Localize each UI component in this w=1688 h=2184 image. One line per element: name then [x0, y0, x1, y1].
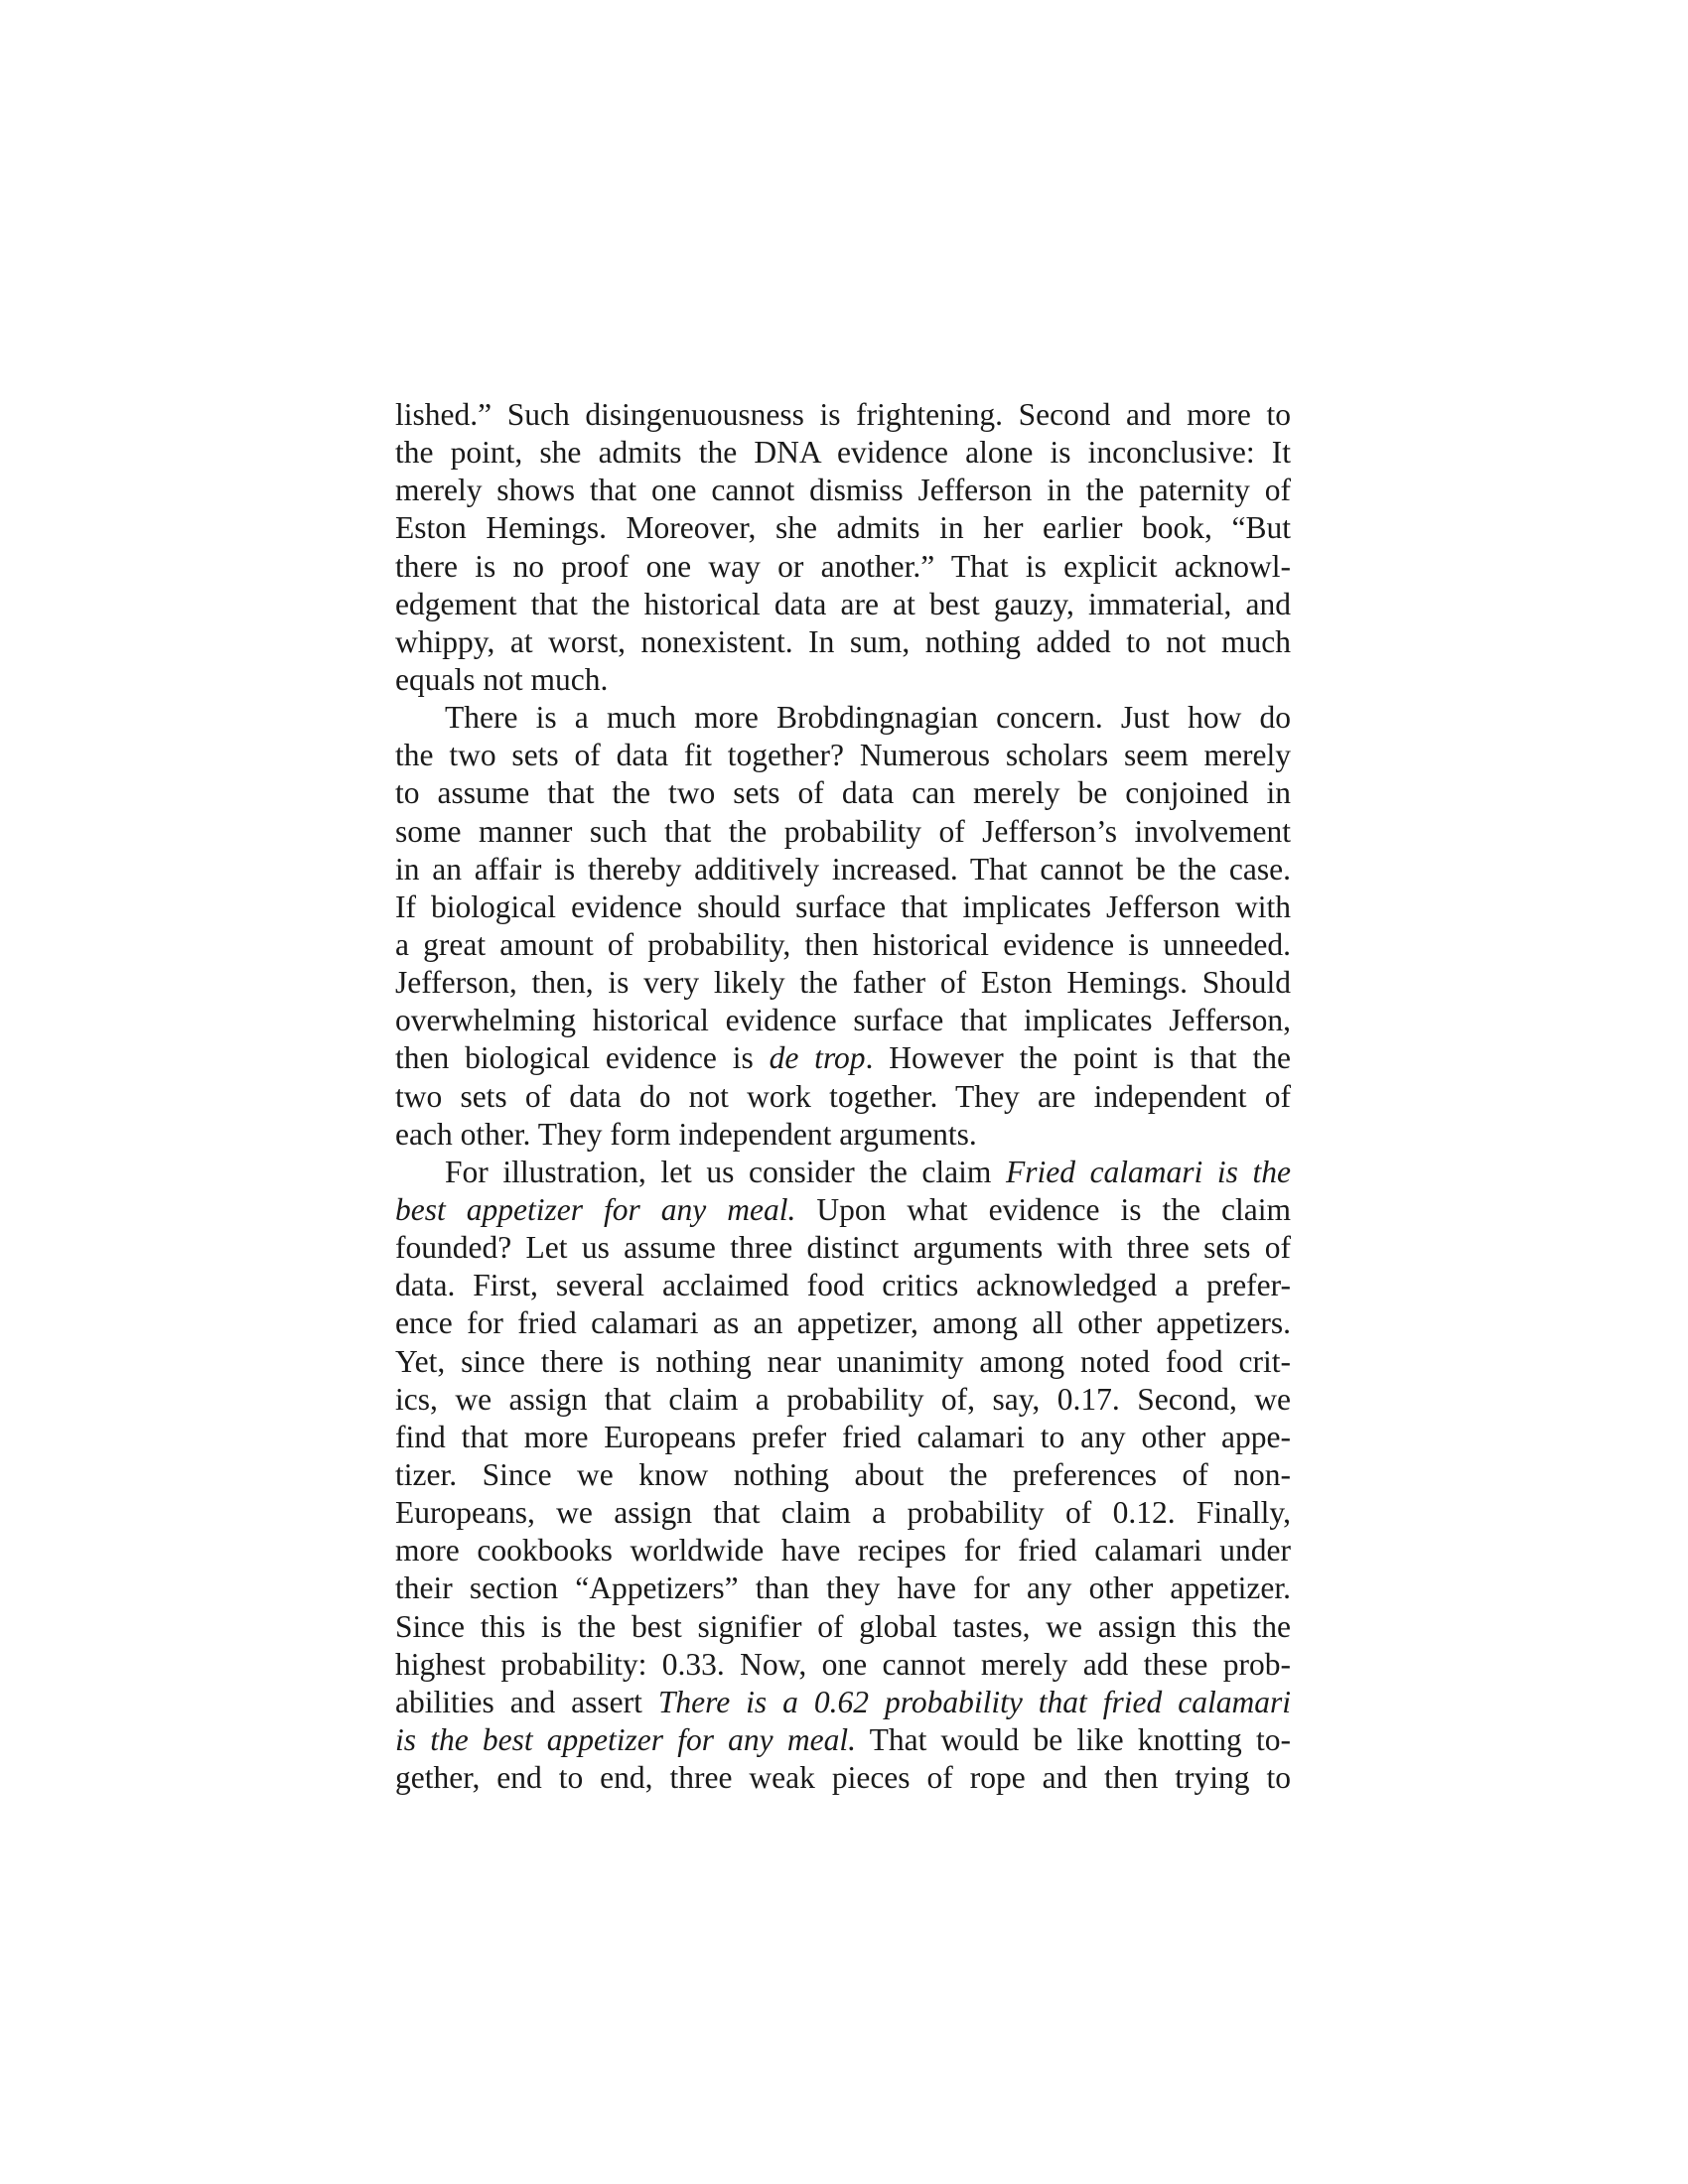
text-line [395, 1684, 1291, 1721]
text-run: Jefferson, then, is very likely the father of Eston Hemings. Should [395, 965, 1291, 1001]
text-run: Europeans, we assign that claim a probability of 0.12. Finally, [395, 1495, 1291, 1531]
text-run: more cookbooks worldwide have recipes for fried calamari under [395, 1533, 1291, 1569]
text-line [395, 472, 1291, 509]
text-run: lished.” Such disingenuousness is frightening. Second and more to [395, 397, 1291, 432]
text-line [395, 737, 1291, 774]
text-run: the two sets of data fit together? Numerous scholars seem merely [395, 738, 1291, 773]
text-run: . However the point is that the [865, 1040, 1291, 1076]
text-run: merely shows that one cannot dismiss Jefferson in the paternity of [395, 473, 1291, 508]
text-run: Eston Hemings. Moreover, she admits in her earlier book, “But [395, 510, 1291, 546]
text-line [395, 1267, 1291, 1304]
text-run: overwhelming historical evidence surface that implicates Jefferson, [395, 1003, 1291, 1038]
text-run: ics, we assign that claim a probability of, say, 0.17. Second, we [395, 1381, 1291, 1417]
text-line [395, 926, 1291, 964]
text-run: Since this is the best signifier of global tastes, we assign this the [395, 1608, 1291, 1644]
text-run: a great amount of probability, then historical evidence is unneeded. [395, 926, 1291, 962]
text-line [395, 661, 1291, 699]
text-line [395, 509, 1291, 547]
text-line [395, 586, 1291, 623]
italic-text: best appetizer for any meal. [395, 1191, 796, 1227]
text-line [395, 1532, 1291, 1570]
text-run: ence for fried calamari as an appetizer, among all other appetizers. [395, 1305, 1291, 1341]
italic-text: Fried calamari is the [1005, 1154, 1292, 1189]
text-line [395, 396, 1291, 434]
text-line [395, 1002, 1291, 1039]
text-run: For illustration, let us consider the claim [445, 1154, 1006, 1189]
text-line [395, 1191, 1291, 1229]
text-line [395, 699, 1291, 737]
text-run: each other. They form independent arguments. [395, 1116, 977, 1152]
text-run: founded? Let us assume three distinct arguments with three sets of [395, 1230, 1291, 1266]
text-run: their section “Appetizers” than they have for any other appetizer. [395, 1570, 1291, 1606]
text-run: equals not much. [395, 661, 609, 697]
italic-text: is the best appetizer for any meal. [395, 1721, 856, 1757]
italic-text: de trop [769, 1040, 866, 1076]
text-run: in an affair is thereby additively increased. That cannot be the case. [395, 851, 1291, 887]
text-line [395, 1759, 1291, 1797]
text-line [395, 1381, 1291, 1419]
text-line [395, 1304, 1291, 1342]
text-line [395, 1078, 1291, 1116]
text-line [395, 1039, 1291, 1077]
text-run: gether, end to end, three weak pieces of rope and then trying to [395, 1760, 1291, 1796]
text-run: whippy, at worst, nonexistent. In sum, nothing added to not much [395, 623, 1291, 659]
text-line [395, 1646, 1291, 1684]
text-run: find that more Europeans prefer fried calamari to any other appe- [395, 1419, 1291, 1454]
text-line [395, 1570, 1291, 1607]
text-run: If biological evidence should surface that implicates Jefferson with [395, 888, 1291, 924]
text-line [395, 964, 1291, 1002]
text-line [395, 548, 1291, 586]
text-run: That would be like knotting to- [855, 1721, 1291, 1757]
text-run: some manner such that the probability of Jefferson’s involvement [395, 813, 1291, 849]
text-run: two sets of data do not work together. They are independent of [395, 1078, 1291, 1114]
text-line [395, 1419, 1291, 1456]
text-run: the point, she admits the DNA evidence alone is inconclusive: It [395, 435, 1291, 471]
text-line [395, 1608, 1291, 1646]
text-run: tizer. Since we know nothing about the preferences of non- [395, 1456, 1291, 1492]
text-run: then biological evidence is [395, 1040, 770, 1076]
text-line [395, 1721, 1291, 1759]
text-run: Yet, since there is nothing near unanimity among noted food crit- [395, 1343, 1291, 1379]
text-line [395, 623, 1291, 661]
text-run: there is no proof one way or another.” That is explicit acknowl- [395, 548, 1291, 584]
text-line [395, 813, 1291, 851]
text-run: edgement that the historical data are at best gauzy, immaterial, and [395, 586, 1291, 621]
text-line [395, 1116, 1291, 1154]
text-line [395, 774, 1291, 812]
text-line [395, 1154, 1291, 1191]
text-run: abilities and assert [395, 1684, 658, 1719]
text-line [395, 1456, 1291, 1494]
body-text [395, 396, 1291, 1797]
text-run: highest probability: 0.33. Now, one cannot merely add these prob- [395, 1646, 1291, 1682]
text-line [395, 1494, 1291, 1532]
text-line [395, 851, 1291, 888]
text-run: data. First, several acclaimed food critics acknowledged a prefer- [395, 1268, 1291, 1303]
italic-text: There is a 0.62 probability that fried calamari [657, 1684, 1291, 1719]
text-line [395, 434, 1291, 472]
text-line [395, 1343, 1291, 1381]
text-run: to assume that the two sets of data can merely be conjoined in [395, 775, 1291, 811]
text-run: There is a much more Brobdingnagian concern. Just how do [445, 700, 1291, 736]
text-line [395, 1229, 1291, 1267]
text-line [395, 888, 1291, 926]
text-run: Upon what evidence is the claim [795, 1191, 1291, 1227]
